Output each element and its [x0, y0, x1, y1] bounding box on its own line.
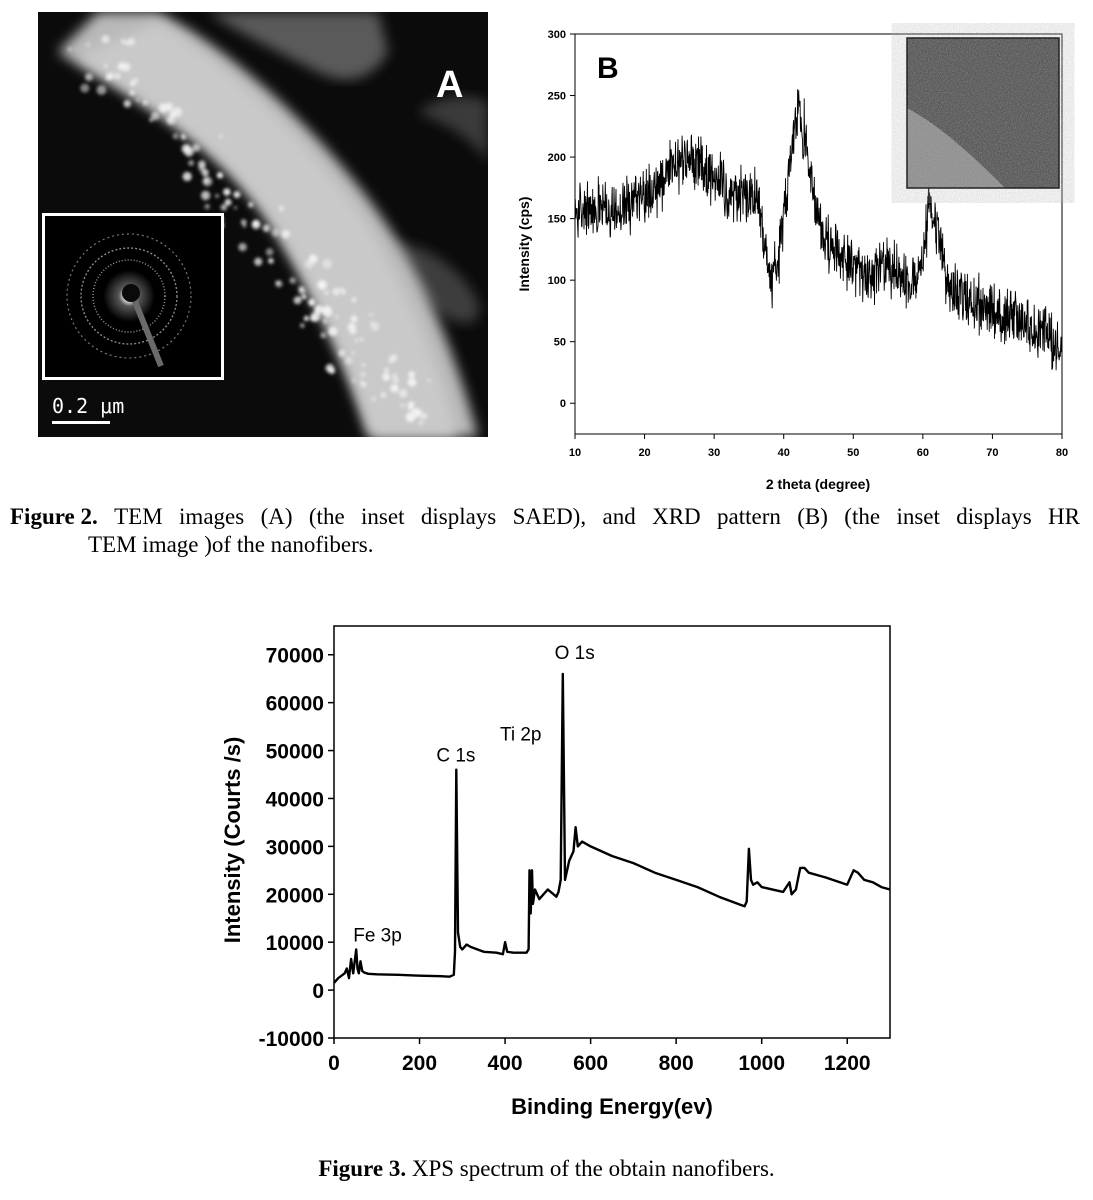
caption-word: images — [179, 504, 245, 529]
xps-peak-annotation: C 1s — [436, 745, 476, 767]
xrd-x-tick-label: 70 — [986, 447, 999, 459]
xps-chart — [212, 620, 912, 1130]
caption-word: SAED), — [512, 504, 587, 529]
caption-word: XRD — [652, 504, 701, 529]
xrd-y-tick-label: 100 — [547, 275, 566, 288]
xps-y-tick-label: 70000 — [265, 644, 324, 668]
caption-word: and — [602, 504, 636, 529]
xrd-y-tick-label: 50 — [553, 336, 566, 349]
xps-y-tick-label: 60000 — [265, 692, 324, 716]
panel-a-letter: A — [436, 64, 464, 106]
caption-word: displays — [420, 504, 497, 529]
xrd-x-tick-label: 40 — [777, 447, 790, 459]
caption-word: (the — [844, 504, 881, 529]
xps-peak-annotation: Ti 2p — [499, 724, 542, 746]
xps-y-tick-label: 50000 — [265, 740, 324, 764]
figure-3-caption-text: XPS spectrum of the obtain nanofibers. — [406, 1156, 775, 1181]
xrd-x-tick-label: 80 — [1055, 447, 1069, 459]
xps-x-tick-label: 1000 — [738, 1052, 786, 1075]
xrd-y-tick-label: 150 — [547, 213, 566, 226]
xrd-x-tick-label: 60 — [916, 447, 929, 459]
xps-y-tick-label: 0 — [312, 980, 324, 1004]
xrd-x-tick-label: 10 — [568, 447, 582, 459]
xrd-x-tick-label: 50 — [847, 447, 860, 459]
xps-x-tick-label: 1200 — [823, 1052, 871, 1075]
tem-image-panel-a — [38, 12, 488, 437]
xrd-y-tick-label: 0 — [559, 398, 566, 411]
caption-word: displays — [956, 504, 1032, 529]
xps-y-tick-label: -10000 — [258, 1028, 324, 1051]
figure-2-caption-label: Figure 2. — [10, 504, 98, 529]
figure-3-caption-label: Figure 3. — [318, 1156, 407, 1181]
xrd-chart — [505, 18, 1085, 498]
xps-x-tick-label: 800 — [658, 1052, 694, 1075]
caption-word: inset — [896, 504, 940, 529]
xps-x-tick-label: 200 — [402, 1052, 438, 1075]
xps-series-line — [334, 674, 890, 983]
xrd-y-axis-label: Intensity (cps) — [516, 196, 532, 292]
caption-word: (B) — [797, 504, 828, 529]
xps-y-tick-label: 10000 — [265, 932, 324, 956]
scale-bar — [52, 421, 110, 424]
scale-bar-label: 0.2 μm — [52, 394, 125, 418]
xrd-x-tick-label: 30 — [708, 447, 721, 459]
caption-word: (A) — [260, 504, 293, 529]
caption-word: (the — [308, 504, 345, 529]
xrd-y-tick-label: 250 — [547, 90, 566, 103]
xps-peak-annotation: Fe 3p — [353, 925, 402, 947]
xps-x-tick-label: 400 — [487, 1052, 523, 1075]
figure-2-caption-line2: TEM image )of the nanofibers. — [88, 532, 374, 557]
caption-word: TEM — [114, 504, 163, 529]
xps-y-tick-label: 40000 — [265, 788, 324, 812]
caption-word: pattern — [717, 504, 781, 529]
figure-2-caption — [10, 503, 1080, 559]
xps-x-tick-label: 600 — [573, 1052, 609, 1075]
xrd-y-tick-label: 200 — [547, 152, 566, 165]
xps-y-tick-label: 30000 — [265, 836, 324, 860]
saed-inset — [42, 213, 224, 380]
figure-3-caption — [0, 1155, 1093, 1183]
panel-b-letter: B — [597, 52, 619, 85]
caption-word: inset — [361, 504, 405, 529]
xps-peak-annotation: O 1s — [554, 643, 595, 665]
xps-y-axis-label: Intensity (Courts /s) — [220, 736, 245, 944]
xrd-x-axis-label: 2 theta (degree) — [765, 476, 871, 492]
caption-word: HR — [1048, 504, 1080, 529]
hrtem-inset — [907, 38, 1059, 188]
xps-x-axis-label: Binding Energy(ev) — [511, 1094, 713, 1119]
xps-x-tick-label: 0 — [328, 1052, 340, 1075]
xrd-x-tick-label: 20 — [638, 447, 651, 459]
xrd-y-tick-label: 300 — [547, 29, 566, 41]
xps-y-tick-label: 20000 — [265, 884, 324, 908]
